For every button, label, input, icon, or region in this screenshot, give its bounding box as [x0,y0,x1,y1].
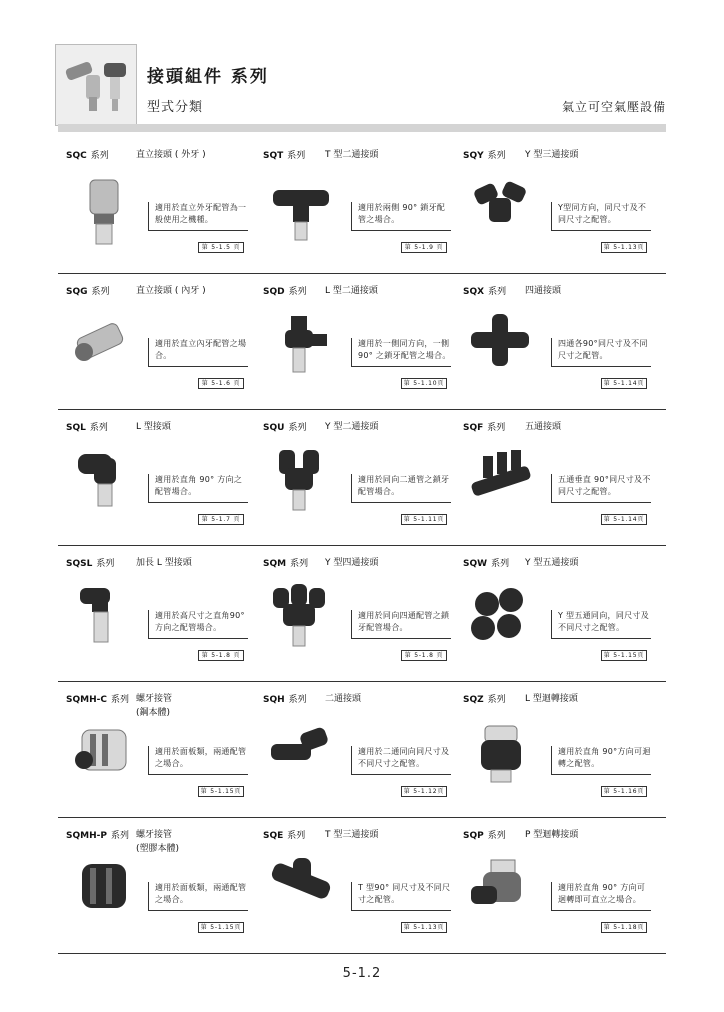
fitting-description: 適用於面板類，兩通配管之場合。 [148,882,248,911]
product-row [58,274,666,410]
page-reference: 第 5-1.14頁 [601,378,647,389]
page-number: 5-1.2 [342,966,382,981]
fitting-type: Y 型三通接頭 [525,150,579,160]
page-reference: 第 5-1.6 頁 [198,378,244,389]
product-cell [461,274,663,410]
product-cell [261,546,463,682]
series-code: SQMH-C [66,695,107,705]
page-reference: 第 5-1.13頁 [401,922,447,933]
fitting-description: Y型同方向，同尺寸及不同尺寸之配管。 [551,202,651,231]
fitting-description: Y 型五通同向，同尺寸及不同尺寸之配管。 [551,610,651,639]
series-label: 系列 [290,559,309,569]
series-code: SQX [463,287,485,297]
fitting-description: 四通各90°同尺寸及不同尺寸之配管。 [551,338,651,367]
product-cell [461,138,663,274]
product-cell [461,410,663,546]
series-code: SQSL [66,559,93,569]
product-row [58,818,666,954]
header-divider [58,124,666,132]
product-cell [261,410,463,546]
series-label: 系列 [96,559,115,569]
y-four-way-fitting-icon [269,584,333,658]
fitting-description: 適用於面板類，兩通配管之場合。 [148,746,248,775]
series-code: SQD [263,287,285,297]
series-label: 系列 [288,423,307,433]
page-reference: 第 5-1.14頁 [601,514,647,525]
fitting-description: 五通垂直 90°同尺寸及不同尺寸之配管。 [551,474,651,503]
series-code: SQG [66,287,88,297]
fitting-description: T 型90° 同尺寸及不同尺寸之配管。 [351,882,451,911]
fitting-type: Y 型四通接頭 [325,558,379,568]
page-reference: 第 5-1.11頁 [401,514,447,525]
product-cell [58,818,260,954]
series-code: SQZ [463,695,484,705]
fitting-description: 適用於同向四通配管之鎖牙配管場合。 [351,610,451,639]
fitting-description: 適用於直角 90°方向可迴轉之配管。 [551,746,651,775]
page-reference: 第 5-1.18頁 [601,922,647,933]
page-reference: 第 5-1.15頁 [198,922,244,933]
series-code: SQY [463,151,484,161]
l-two-way-fitting-icon [269,312,333,386]
series-label: 系列 [110,831,129,841]
l-swivel-fitting-icon [469,720,533,794]
series-code: SQU [263,423,285,433]
series-code: SQF [463,423,484,433]
page-header [0,0,724,140]
page-reference: 第 5-1.16頁 [601,786,647,797]
four-way-fitting-icon [469,312,533,386]
fitting-type: 螺牙接管 (塑膠本體) [136,830,180,854]
fitting-type: Y 型二通接頭 [325,422,379,432]
t-three-way-fitting-icon [269,856,333,930]
bulkhead-metal-fitting-icon [72,720,136,794]
product-row [58,138,666,274]
product-row [58,546,666,682]
product-row [58,682,666,818]
product-cell [58,274,260,410]
fitting-description: 適用於直立外牙配管為一般使用之機種。 [148,202,248,231]
series-code: SQM [263,559,287,569]
series-label: 系列 [288,695,307,705]
series-code: SQW [463,559,488,569]
fitting-type: 二通接頭 [325,694,362,704]
product-cell [461,818,663,954]
series-code: SQE [263,831,284,841]
series-label: 系列 [491,559,510,569]
page-reference: 第 5-1.8 頁 [401,650,447,661]
product-cell [58,410,260,546]
fitting-description: 適用於二通同向同尺寸及不同尺寸之配管。 [351,746,451,775]
series-label: 系列 [487,831,506,841]
y-two-way-fitting-icon [269,448,333,522]
fittings-logo-icon [55,44,137,126]
series-label: 系列 [287,831,306,841]
page-reference: 第 5-1.15頁 [601,650,647,661]
page-reference: 第 5-1.5 頁 [198,242,244,253]
fitting-type: 五通接頭 [525,422,562,432]
p-swivel-fitting-icon [469,856,533,930]
fitting-type: 直立接頭 ( 內牙 ) [136,286,206,296]
series-label: 系列 [288,287,307,297]
fitting-type: L 型接頭 [136,422,171,432]
product-cell [58,682,260,818]
series-label: 系列 [110,695,129,705]
product-cell [261,682,463,818]
bulkhead-plastic-fitting-icon [72,856,136,930]
fitting-type: T 型三通接頭 [325,830,379,840]
five-way-fitting-icon [469,448,533,522]
page-subtitle: 型式分類 [147,100,204,115]
series-label: 系列 [90,151,109,161]
page-reference: 第 5-1.9 頁 [401,242,447,253]
series-label: 系列 [89,423,108,433]
series-code: SQC [66,151,87,161]
product-cell [261,274,463,410]
product-cell [461,682,663,818]
fitting-type: 加長 L 型接頭 [136,558,192,568]
series-label: 系列 [488,287,507,297]
fitting-type: T 型二通接頭 [325,150,379,160]
series-code: SQT [263,151,284,161]
product-cell [58,546,260,682]
series-code: SQH [263,695,285,705]
l-elbow-fitting-icon [72,448,136,522]
series-label: 系列 [91,287,110,297]
fitting-description: 適用於高尺寸之直角90°方向之配管場合。 [148,610,248,639]
extended-l-fitting-icon [72,584,136,658]
straight-male-fitting-icon [72,176,136,250]
page-reference: 第 5-1.15頁 [198,786,244,797]
fitting-type: P 型迴轉接頭 [525,830,579,840]
series-label: 系列 [287,151,306,161]
fitting-type: 四通接頭 [525,286,562,296]
product-cell [461,546,663,682]
series-label: 系列 [487,423,506,433]
fitting-type: 直立接頭 ( 外牙 ) [136,150,206,160]
fitting-type: Y 型五通接頭 [525,558,579,568]
fitting-description: 適用於兩側 90° 鎖牙配管之場合。 [351,202,451,231]
series-code: SQMH-P [66,831,107,841]
series-label: 系列 [487,695,506,705]
product-cell [58,138,260,274]
y-three-way-fitting-icon [469,176,533,250]
page-reference: 第 5-1.13頁 [601,242,647,253]
fitting-type: 螺牙接管 (鋼本體) [136,694,173,718]
y-five-way-fitting-icon [469,584,533,658]
product-grid [58,138,666,954]
fitting-description: 適用於同向二通管之鎖牙配管場合。 [351,474,451,503]
series-label: 系列 [487,151,506,161]
fitting-description: 適用於直角 90° 方向可迴轉即可直立之場合。 [551,882,651,911]
series-code: SQP [463,831,484,841]
fitting-description: 適用於直立內牙配管之場合。 [148,338,248,367]
fitting-description: 適用於一側同方向，一側 90° 之鎖牙配管之場合。 [351,338,451,367]
fitting-type: L 型二通接頭 [325,286,378,296]
product-row [58,410,666,546]
series-code: SQL [66,423,86,433]
page-reference: 第 5-1.12頁 [401,786,447,797]
product-cell [261,818,463,954]
union-straight-fitting-icon [269,720,333,794]
t-two-way-fitting-icon [269,176,333,250]
fitting-type: L 型迴轉接頭 [525,694,578,704]
page-reference: 第 5-1.8 頁 [198,650,244,661]
fitting-description: 適用於直角 90° 方向之配管場合。 [148,474,248,503]
page-reference: 第 5-1.7 頁 [198,514,244,525]
page-title: 接頭組件 系列 [147,67,269,87]
company-name: 氣立可空氣壓設備 [561,100,666,114]
straight-female-fitting-icon [72,312,136,386]
page-reference: 第 5-1.10頁 [401,378,447,389]
product-cell [261,138,463,274]
